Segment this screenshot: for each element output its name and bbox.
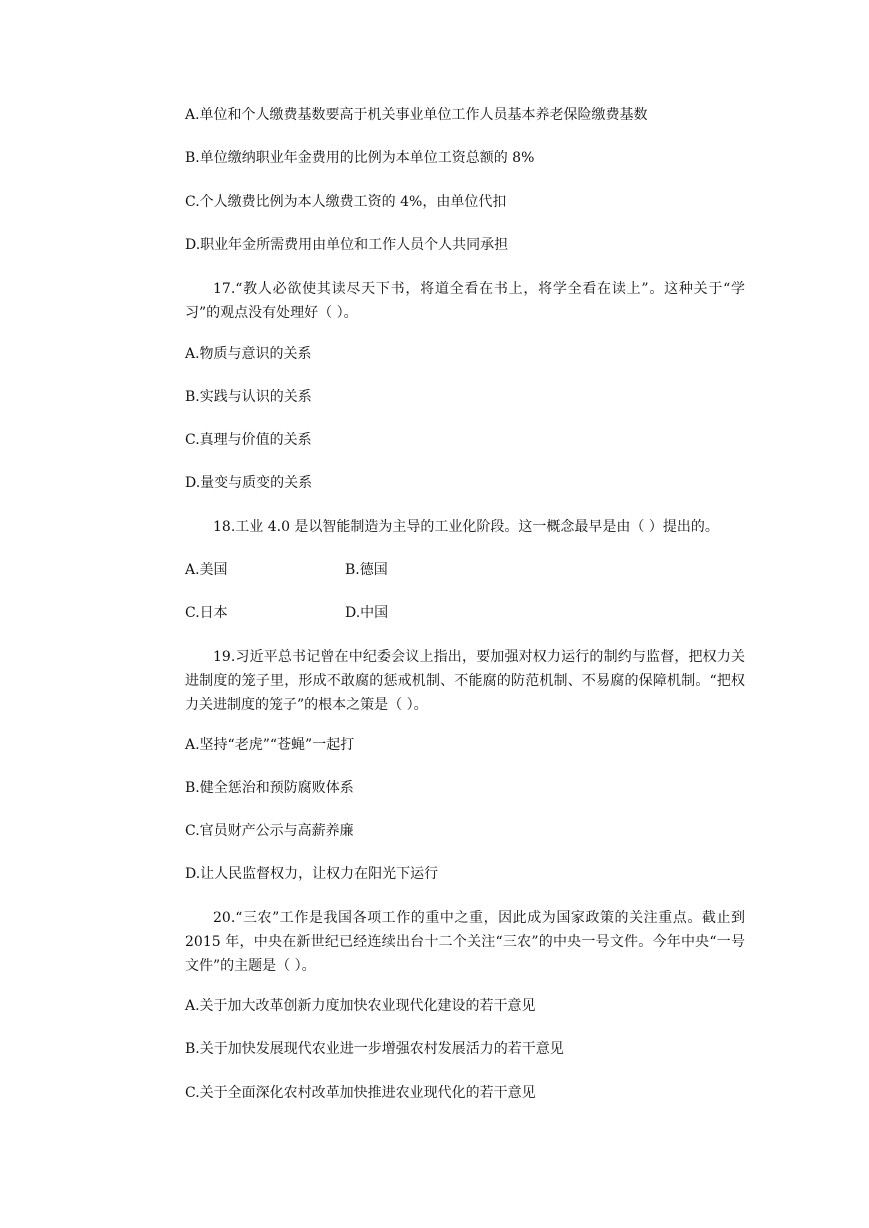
q20-stem-text: 20.“三农”工作是我国各项工作的重中之重，因此成为国家政策的关注重点。截止到 2015 年，中央在新世纪已经连续出台十二个关注“三农”的中央一号文件。今年中央“一号文件”的主题是（ ）。 — [185, 910, 745, 974]
q18-option-d: D.中国 — [345, 605, 389, 621]
q19-stem — [185, 645, 745, 717]
q18-stem-text: 18.工业 4.0 是以智能制造为主导的工业化阶段。这一概念最早是由（ ）提出的。 — [213, 519, 719, 535]
q17-stem — [185, 277, 745, 325]
q17-option-a: A.物质与意识的关系 — [185, 346, 312, 362]
q16-option-d: D.职业年金所需费用由单位和工作人员个人共同承担 — [185, 237, 509, 253]
q16-option-a: A.单位和个人缴费基数要高于机关事业单位工作人员基本养老保险缴费基数 — [185, 107, 648, 123]
q17-option-c: C.真理与价值的关系 — [185, 432, 312, 448]
q20-option-c: C.关于全面深化农村改革加快推进农业现代化的若干意见 — [185, 1085, 536, 1101]
q18-option-a: A.美国 — [185, 562, 228, 578]
q20-option-b: B.关于加快发展现代农业进一步增强农村发展活力的若干意见 — [185, 1041, 564, 1057]
q18-option-b: B.德国 — [345, 562, 388, 578]
q17-option-d: D.量变与质变的关系 — [185, 475, 313, 491]
q20-stem — [185, 906, 745, 978]
q19-option-d: D.让人民监督权力，让权力在阳光下运行 — [185, 866, 439, 882]
q17-stem-text: 17.“教人必欲使其读尽天下书，将道全看在书上，将学全看在读上”。这种关于“学习”的观点没有处理好（ ）。 — [185, 281, 745, 321]
q16-option-b: B.单位缴纳职业年金费用的比例为本单位工资总额的 8% — [185, 150, 535, 166]
q16-option-c: C.个人缴费比例为本人缴费工资的 4%，由单位代扣 — [185, 194, 507, 210]
q19-option-c: C.官员财产公示与高薪养廉 — [185, 823, 354, 839]
q19-option-a: A.坚持“老虎”“苍蝇”一起打 — [185, 737, 355, 753]
q20-option-a: A.关于加大改革创新力度加快农业现代化建设的若干意见 — [185, 998, 536, 1014]
q17-option-b: B.实践与认识的关系 — [185, 389, 312, 405]
q18-option-c: C.日本 — [185, 605, 228, 621]
q19-stem-text: 19.习近平总书记曾在中纪委会议上指出，要加强对权力运行的制约与监督，把权力关进制度的笼子里，形成不敢腐的惩戒机制、不能腐的防范机制、不易腐的保障机制。“把权力关进制度的笼子”的根本之策是（ ）。 — [185, 649, 745, 713]
q19-option-b: B.健全惩治和预防腐败体系 — [185, 780, 354, 796]
q18-stem — [185, 515, 745, 539]
